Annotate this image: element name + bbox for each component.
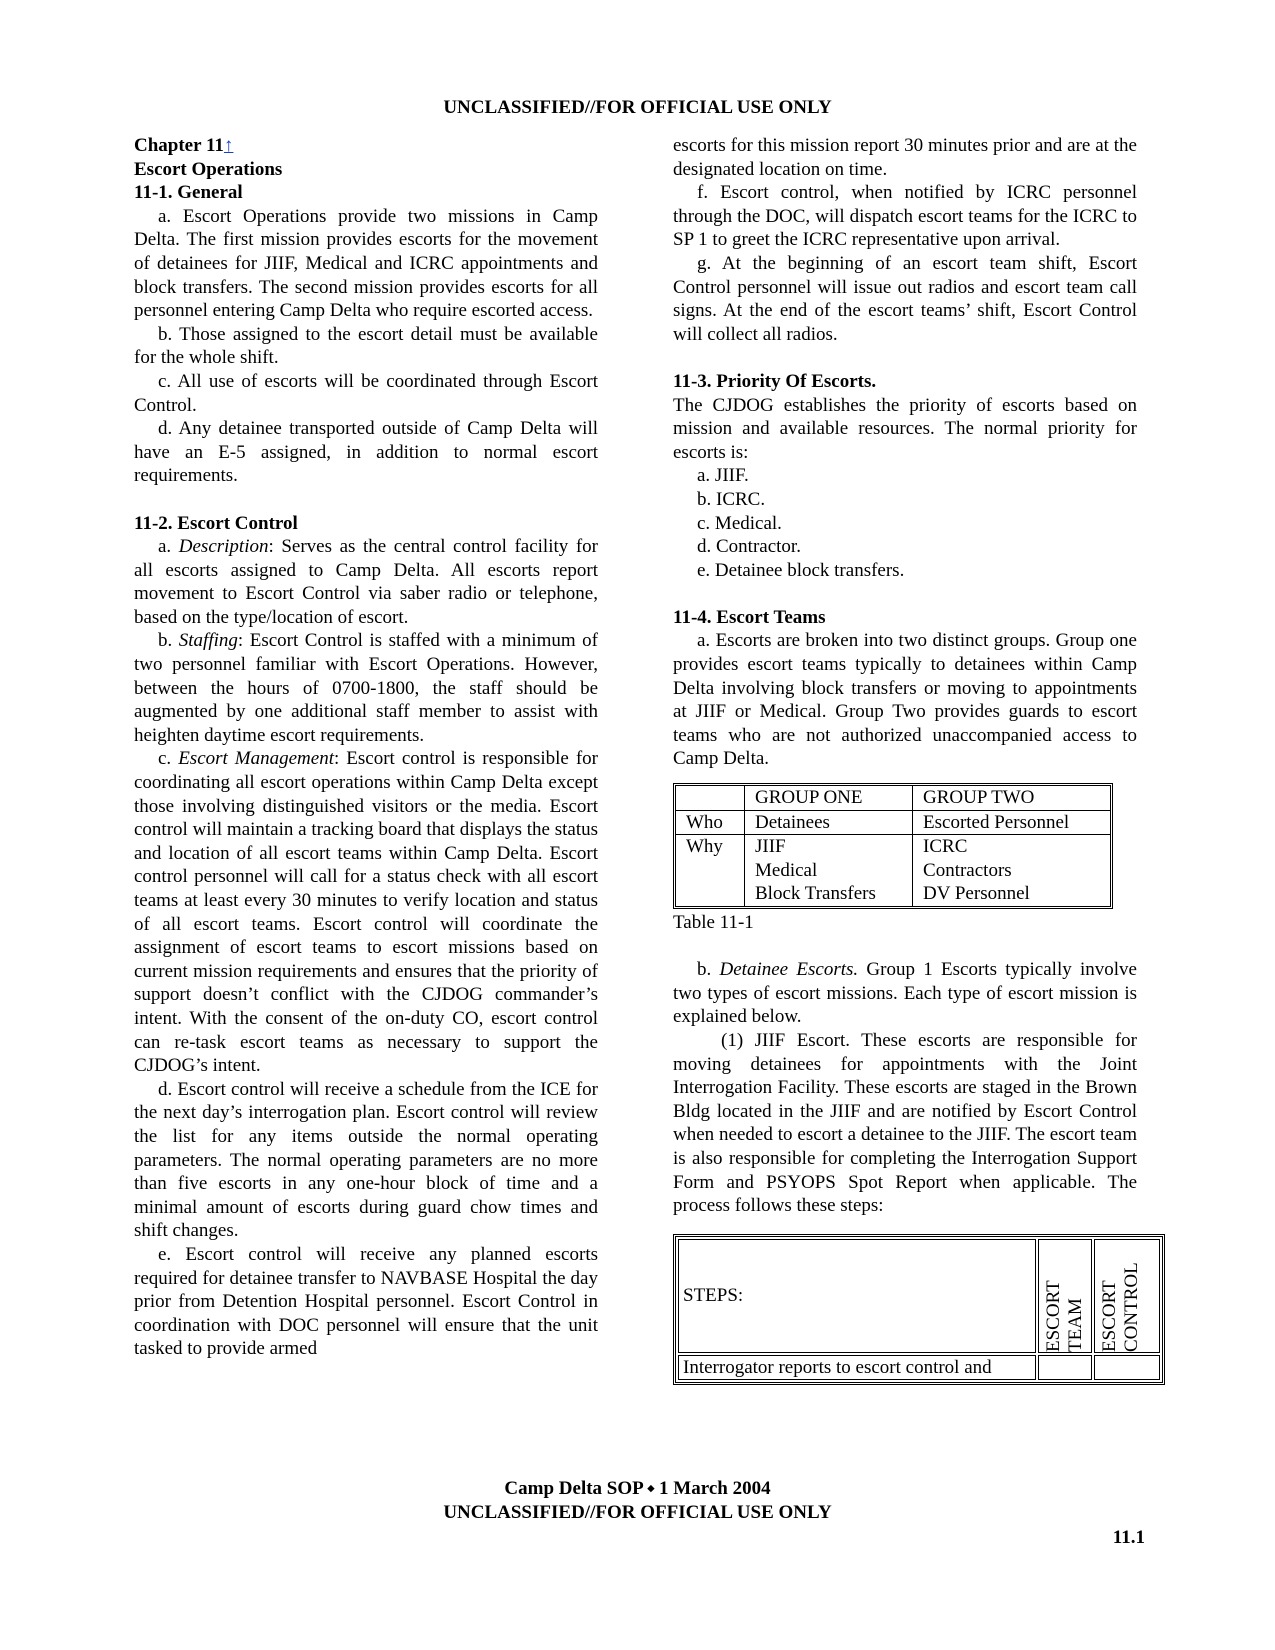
table-row [676, 810, 1110, 835]
paragraph-11-4-b: b. Detainee Escorts. Group 1 Escorts typically involve two types of escort missions. Each type of escort mission is explained below. [673, 959, 1137, 1028]
table-cell: Who [676, 810, 744, 835]
table-cell: Detainees [744, 810, 912, 835]
list-item: d. Contractor. [697, 536, 801, 558]
section-heading-11-3: 11-3. Priority Of Escorts. [673, 370, 877, 392]
table-cell [1038, 1355, 1092, 1381]
chapter-title: Escort Operations [134, 158, 283, 180]
paragraph-11-1-b: b. Those assigned to the escort detail must be available for the whole shift. [134, 323, 598, 369]
table-row [676, 834, 1110, 906]
paragraph-11-1-d: d. Any detainee transported outside of Camp Delta will have an E-5 assigned, in addition to normal escort requirements. [134, 418, 598, 487]
escort-team-header: ESCORT TEAM [1038, 1239, 1092, 1353]
priority-list [673, 464, 1137, 582]
steps-table [673, 1234, 1165, 1386]
section-heading-11-1: 11-1. General [134, 182, 243, 204]
paragraph-11-2-a: a. Description: Serves as the central control facility for all escorts assigned to Camp Delta. All escorts report movement to Escort Control via saber radio or telephone, based on the type/location of escort. [134, 536, 598, 628]
list-item: c. Medical. [697, 512, 782, 534]
table-cell: Why [676, 834, 744, 906]
table-cell: JIIF Medical Block Transfers [744, 834, 912, 906]
classification-header: UNCLASSIFIED//FOR OFFICIAL USE ONLY [443, 97, 832, 118]
table-caption: Table 11-1 [673, 912, 754, 933]
table-header-group-one: GROUP ONE [744, 786, 912, 810]
paragraph-11-2-e-continued: escorts for this mission report 30 minutes prior and are at the designated location on time. [673, 135, 1137, 180]
table-cell: Escorted Personnel [912, 810, 1110, 835]
paragraph-11-1-c: c. All use of escorts will be coordinated through Escort Control. [134, 370, 598, 416]
paragraph-11-1-a: a. Escort Operations provide two missions in Camp Delta. The first mission provides escorts for the movement of detainees for JIIF, Medical and ICRC appointments and block transfers. The second mission provides escorts for all personnel entering Camp Delta who require escorted access. [134, 205, 598, 322]
footer-classification: UNCLASSIFIED//FOR OFFICIAL USE ONLY [443, 1501, 832, 1523]
paragraph-11-2-b: b. Staffing: Escort Control is staffed with a minimum of two personnel familiar with Escort Operations. However, between the hours of 0700-1800, the staff should be augmented by one additional staff member to assist with heighten daytime escort requirements. [134, 630, 598, 746]
paragraph-11-4-b-1: (1) JIIF Escort. These escorts are responsible for moving detainees for appointments with the Joint Interrogation Facility. These escorts are staged in the Brown Bldg located in the JIIF and are notified by Escort Control when needed to escort a detainee to the JIIF. The escort team is also responsible for completing the Interrogation Support Form and PSYOPS Spot Report when applicable. The process follows these steps: [673, 1029, 1137, 1217]
paragraph-11-2-g: g. At the beginning of an escort team shift, Escort Control personnel will issue out radios and escort team call signs. At the end of the escort teams’ shift, Escort Control will collect all radios. [673, 252, 1137, 345]
table-cell: Interrogator reports to escort control and [678, 1355, 1036, 1381]
list-item: a. JIIF. [697, 465, 749, 487]
table-row [678, 1239, 1160, 1353]
section-heading-11-4: 11-4. Escort Teams [673, 606, 826, 628]
steps-header: STEPS: [678, 1239, 1036, 1353]
list-item: b. ICRC. [697, 488, 766, 510]
table-row [676, 786, 1110, 810]
table-row [678, 1355, 1160, 1381]
paragraph-11-2-d: d. Escort control will receive a schedule from the ICE for the next day’s interrogation plan. Escort control will review the list for any items outside the normal operating parameters. The normal operating parameters are no more than five escorts in any one-hour block of time and a minimal amount of escorts during guard chow times and shift changes. [134, 1078, 598, 1242]
paragraph-11-2-c: c. Escort Management: Escort control is responsible for coordinating all escort operations within Camp Delta except those involving distinguished visitors or the media. Escort control will maintain a tracking board that displays the status and location of all escort teams within Camp Delta. Escort control personnel will call for a status check with all escort teams at least every 30 minutes to verify location and status of all escort teams. Escort control will coordinate the assignment of escort teams to escort missions based on current mission requirements and ensures that the priority of support doesn’t conflict with the CJDOG commander’s intent. With the consent of the on-duty CO, escort control can re-task escort teams as necessary to support the CJDOG’s intent. [134, 748, 598, 1077]
chapter-label: Chapter 11 [134, 135, 224, 156]
up-arrow-link[interactable]: ↑ [223, 135, 234, 156]
table-cell: ICRC Contractors DV Personnel [912, 834, 1110, 906]
escort-control-header: ESCORT CONTROL [1094, 1239, 1160, 1353]
footer-sop-line: Camp Delta SOP ⬩ 1 March 2004 [504, 1478, 771, 1499]
page-number: 11.1 [1112, 1527, 1145, 1548]
table-cell [1094, 1355, 1160, 1381]
table-header-group-two: GROUP TWO [912, 786, 1110, 810]
footer [0, 1477, 1275, 1524]
chapter-heading [134, 134, 598, 158]
group-table [673, 783, 1113, 909]
paragraph-11-2-e: e. Escort control will receive any planned escorts required for detainee transfer to NAVBASE Hospital the day prior from Detention Hospital personnel. Escort Control in coordination with DOC personnel will ensure that the unit tasked to provide armed [134, 1243, 598, 1360]
paragraph-11-3: The CJDOG establishes the priority of escorts based on mission and available resources. The normal priority for escorts is: [673, 394, 1137, 463]
left-column [134, 134, 598, 1361]
paragraph-11-2-f: f. Escort control, when notified by ICRC personnel through the DOC, will dispatch escort teams for the ICRC to SP 1 to greet the ICRC representative upon arrival. [673, 182, 1137, 251]
paragraph-11-4-a: a. Escorts are broken into two distinct groups. Group one provides escort teams typically to detainees within Camp Delta involving block transfers or moving to appointments at JIIF or Medical. Group Two provides guards to escort teams who are not authorized unaccompanied access to Camp Delta. [673, 630, 1137, 770]
list-item: e. Detainee block transfers. [697, 559, 905, 581]
section-heading-11-2: 11-2. Escort Control [134, 512, 298, 534]
right-column [673, 134, 1142, 1385]
